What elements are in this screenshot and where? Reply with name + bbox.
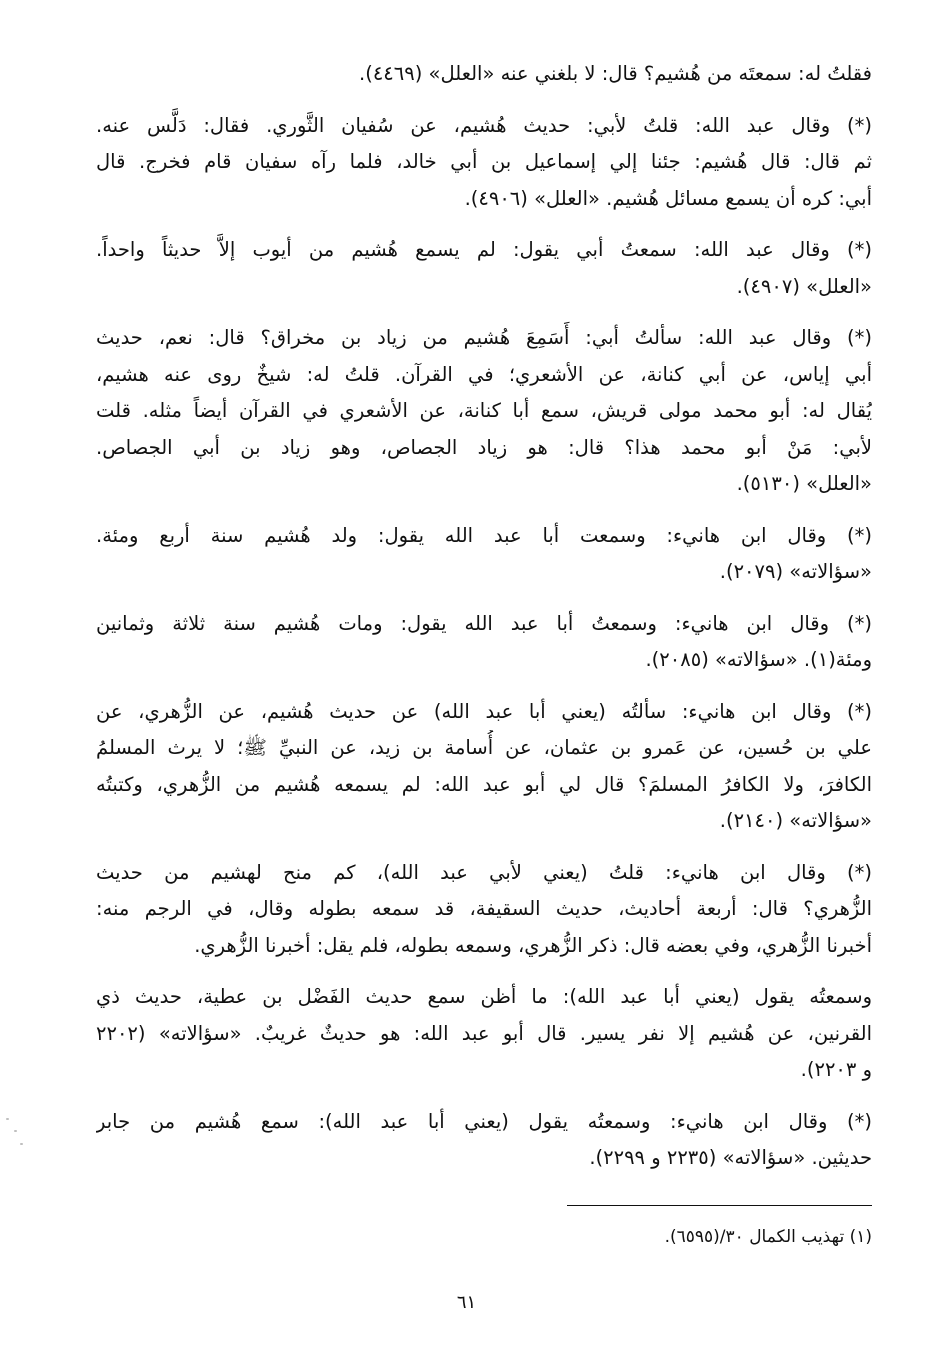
text-line: الكافرَ، ولا الكافرُ المسلمَ؟ قال لي أبو عبد الله: لم يسمعه هُشيم من الزُّهري، وكتبتُه <box>96 772 872 796</box>
scan-speck <box>14 1130 17 1132</box>
text-line: (*) وقال عبد الله: سألتُ أبي: أَسَمِعَ هُشيم من زياد بن مخراق؟ قال: نعم، حديث <box>96 326 872 349</box>
entry-3 <box>96 232 872 305</box>
entry-7 <box>96 694 872 840</box>
text-line: (*) وقال عبد الله: قلتُ لأبي: حديث هُشيم، عن سُفيان الثَّوري. فقال: دَلَّس عنه. <box>96 113 872 137</box>
text-line: «العلل» (٤٩٠٧). <box>736 274 872 298</box>
footnote: (١) تهذيب الكمال ٣٠/(٦٥٩٥). <box>664 1227 872 1247</box>
text-line: ومئة(١). «سؤالاته» (٢٠٨٥). <box>645 648 872 671</box>
scan-speck <box>20 1143 23 1145</box>
entry-8 <box>96 855 872 965</box>
text-line: لأبي: مَنْ أبو محمد هذا؟ قال: هو زياد الجصاص، وهو زياد بن أبي الجصاص. <box>96 435 872 459</box>
footnote-divider <box>567 1205 872 1206</box>
entry-4 <box>96 320 872 503</box>
text-line: ثم قال: قال هُشيم: جئنا إلي إسماعيل بن أبي خالد، فلما رآه سفيان قام فخرج. قال <box>96 150 872 173</box>
text-line: حديثين. «سؤالاته» (٢٢٣٥ و ٢٢٩٩). <box>589 1146 872 1169</box>
text-line: (*) وقال ابن هانيء: سألتُه (يعني أبا عبد الله) عن حديث هُشيم، عن الزُّهري، عن <box>96 699 872 723</box>
page-body <box>96 56 872 1192</box>
text-line: أبي: كره أن يسمع مسائل هُشيم. «العلل» (٤٩٠٦). <box>464 186 872 210</box>
text-line: القرنين، عن هُشيم إلا نفر يسير. قال أبو عبد الله: هو حديثٌ غريبٌ. «سؤالاته» (٢٢٠٢ <box>96 1021 872 1045</box>
text-line: (*) وقال عبد الله: سمعتُ أبي يقول: لم يسمع هُشيم من أيوب إلاَّ حديثاً واحداً. <box>96 238 872 261</box>
text-line: «العلل» (٥١٣٠). <box>736 472 872 495</box>
text-line: (*) وقال ابن هانيء: وسمعت أبا عبد الله يقول: ولد هُشيم سنة أربع ومئة. <box>96 523 872 547</box>
text-line: الزُّهري؟ قال: أربعة أحاديث، حديث السقيفة، قد سمعه بطوله وقال، في الرجم منه: <box>96 897 872 920</box>
scan-speck <box>6 1118 9 1120</box>
text-line: أبي إياس، عن أبي كنانة، عن الأشعري؛ في القرآن. قلتُ له: شيخٌ روى عنه هشيم، <box>96 362 872 386</box>
text-line: (*) وقال ابن هانيء: وسمعتُ أبا عبد الله يقول: ومات هُشيم سنة ثلاثة وثمانين <box>96 611 872 635</box>
entry-1 <box>96 56 872 93</box>
entry-2 <box>96 108 872 218</box>
text-line: يُقال له: أبو محمد مولى قريش، سمع أبا كنانة، عن الأشعري في القرآن أيضاً مثله. قلت <box>96 399 872 422</box>
entry-9 <box>96 979 872 1089</box>
entry-6 <box>96 606 872 679</box>
text-line: (*) وقال ابن هانيء: وسمعتُه يقول (يعني أبا عبد الله): سمع هُشيم من جابر <box>96 1109 872 1133</box>
entry-10 <box>96 1104 872 1177</box>
text-line: و ٢٢٠٣). <box>800 1058 872 1081</box>
page-number: ٦١ <box>456 1292 477 1313</box>
entry-5 <box>96 518 872 591</box>
text-line: علي بن حُسين، عن عَمرو بن عثمان، عن أُسامة بن زيد، عن النبيِّ ﷺ؛ لا يرث المسلمُ <box>96 736 872 759</box>
text-line: «سؤالاته» (٢١٤٠). <box>719 809 872 832</box>
text-line: (*) وقال ابن هانيء: قلتُ (يعني لأبي عبد الله)، كم منح لهشيم من حديث <box>96 860 872 884</box>
text-line: وسمعتُه يقول (يعني أبا عبد الله): ما أظن سمع حديث الفَضْل بن عطية، حديث ذي <box>96 985 872 1008</box>
text-line: فقلتُ له: سمعتَه من هُشيم؟ قال: لا بلغني عنه «العلل» (٤٤٦٩). <box>359 62 872 85</box>
text-line: أخبرنا الزُّهري، وفي بعضه قال: ذكر الزُّهري، وسمعه بطوله، فلم يقل: أخبرنا الزُّهري. <box>194 933 872 957</box>
text-line: «سؤالاته» (٢٠٧٩). <box>719 560 872 583</box>
